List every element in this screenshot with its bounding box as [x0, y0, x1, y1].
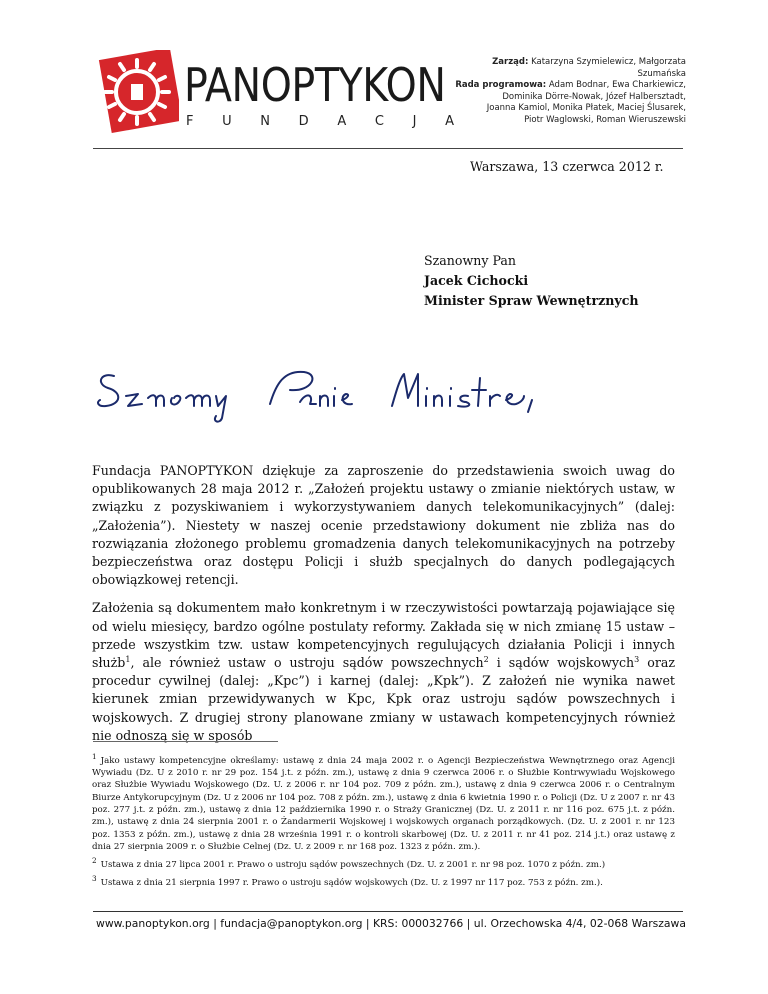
header-divider: [93, 148, 683, 149]
board-line: Joanna Kamiol, Monika Płatek, Maciej Ślusarek,: [486, 103, 686, 114]
recipient-title: Minister Spraw Wewnętrznych: [424, 293, 639, 308]
brand-name: PANOPTYKON: [184, 58, 446, 112]
footnote: $^1$ Jako ustawy kompetencyjne określamy: ustawę z dnia 24 maja 2002 r. o Agencji Bezpieczeństwa Wewnętrznego oraz Agencji Wywiadu (Dz. U z 2010 r. nr 29 poz. 154 j.t. z późn. zm.), ustawę z dnia 9 czerwca 2006 r. o Służbie Kontrwywiadu Wojskowego oraz Służbie Wywiadu Wojskowego (Dz. U. z 2006 r. nr 104 poz. 709 z późn. zm.), ustawę z dnia 9 czerwca 2006 r. o Centralnym Biurze Antykorupcyjnym (Dz. U z 2006 nr 104 poz. 708 z późn. zm.), ustawę z dnia 6 kwietnia 1990 r. o Policji (Dz. U z 2007 r. nr 43 poz. 277 j.t. z późn. zm.), ustawę z dnia 12 października 1990 r. o Straży Granicznej (Dz. U. z 2011 r. nr 116 poz. 675 j.t. z późn. zm.), ustawę z dnia 24 sierpnia 2001 r. o Żandarmerii Wojskowej i wojskowych organach porządkowych. (Dz. U. z 2001 r. nr 123 poz. 1353 z późn. zm.), ustawę z dnia 28 września 1991 r. o kontroli skarbowej (Dz. U. z 2011 r. nr 41 poz. 214 j.t.) oraz ustawę z dnia 27 sierpnia 2009 r. o Służbie Celnej (Dz. U. z 2009 r. nr 168 poz. 1323 z późn. zm.).: [92, 752, 675, 852]
brand-sub-letter: A: [445, 114, 454, 129]
recipient-name: Jacek Cichocki: [424, 273, 529, 288]
letter-body: [92, 462, 675, 755]
brand-sub-letter: J: [412, 114, 417, 129]
brand-sub-letter: A: [337, 114, 347, 129]
body-paragraph: Fundacja PANOPTYKON dziękuje za zaproszenie do przedstawienia swoich uwag do opublikowanych 28 maja 2012 r. „Założeń projektu ustawy o zmianie niektórych ustaw, w związku z pozyskiwaniem i wykorzystywaniem danych telekomunikacyjnych” (dalej: „Założenia”). Niestety w naszej ocenie przedstawiony dokument nie zbliża nas do rozwiązania złożonego problemu gromadzenia danych telekomunikacyjnych na potrzeby bezpieczeństwa oraz dostępu Policji i służb specjalnych do danych podlegających obowiązkowej retencji.: [92, 463, 675, 588]
brand-sub-letter: D: [298, 114, 309, 129]
footer-contact: www.panoptykon.org | fundacja@panoptykon.org | KRS: 000032766 | ul. Orzechowska 4/4, 02-068 Warszawa: [96, 917, 686, 930]
letter-date: Warszawa, 13 czerwca 2012 r.: [470, 159, 664, 174]
brand-sub-letter: C: [374, 114, 384, 129]
footnote: $^2$ Ustawa z dnia 27 lipca 2001 r. Prawo o ustroju sądów powszechnych (Dz. U. z 2001 r. nr 98 poz. 1070 z późn. zm.): [92, 856, 606, 871]
board-line: Piotr Waglowski, Roman Wieruszewski: [524, 114, 686, 125]
footnote-ref: 3: [634, 654, 640, 664]
recipient-block: [424, 251, 639, 311]
board-members: [446, 57, 686, 127]
footer-divider: [93, 911, 683, 912]
brand-subtitle: [186, 114, 454, 129]
footnote-ref: 2: [483, 654, 489, 664]
handwritten-greeting: [92, 358, 612, 428]
board-line: Zarząd: Katarzyna Szymielewicz, Małgorzata Szumańska: [492, 57, 686, 79]
brand-sub-letter: U: [222, 114, 232, 129]
board-line: Rada programowa: Adam Bodnar, Ewa Charkiewicz,: [455, 80, 686, 91]
recipient-salutation: Szanowny Pan: [424, 253, 516, 268]
panoptykon-logo-icon: [95, 50, 179, 134]
footnote: $^3$ Ustawa z dnia 21 sierpnia 1997 r. Prawo o ustroju sądów wojskowych (Dz. U. z 1997 nr 117 poz. 753 z późn. zm.).: [92, 874, 603, 889]
footnote-ref: 1: [125, 654, 131, 664]
brand-sub-letter: N: [260, 114, 271, 129]
body-paragraph: Założenia są dokumentem mało konkretnym i w rzeczywistości powtarzają pojawiające się od wielu miesięcy, bardzo ogólne postulaty reformy. Zakłada się w nich zmianę 15 ustaw – przede wszystkim tzw. ustaw kompetencyjnych regulujących działania Policji i innych służb$^1$, ale również ustaw o ustroju sądów powszechnych$^2$ i sądów wojskowych$^3$ oraz procedur cywilnej (dalej: „Kpc”) i karnej (dalej: „Kpk”). Z założeń nie wynika nawet kierunek zmian przewidywanych w Kpc, Kpk oraz ustroju sądów powszechnych i wojskowych. Z drugiej strony planowane zmiany w ustawach kompetencyjnych również nie odnoszą się w sposób: [92, 600, 676, 743]
brand-sub-letter: F: [186, 114, 194, 129]
footnotes: [92, 751, 675, 892]
footnote-divider: [93, 741, 278, 742]
board-line: Dominika Dörre-Nowak, Józef Halbersztadt,: [502, 91, 686, 102]
